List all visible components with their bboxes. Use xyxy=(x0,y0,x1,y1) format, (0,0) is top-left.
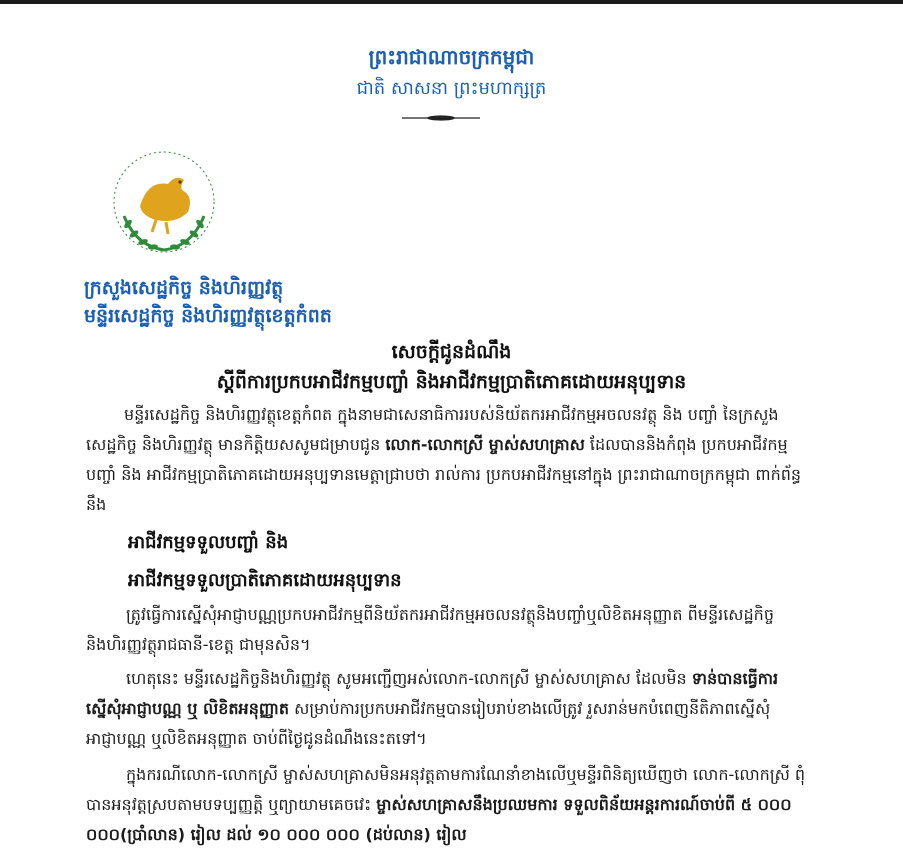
paragraph-intro-rest: ដែលបាននិងកំពុង ប្រកបអាជីវកម្មបញ្ចាំ និង អាជីវកម្មប្រាតិភោគដោយអនុប្បទានមេត្តាជ្រាបថា រាល់ការ ប្រកបអាជីវកម្មនៅក្នុង ព្រះរាជាណាចក្រកម្ពុជា ពាក់ព័ន្ធនឹង xyxy=(86,435,802,514)
top-border-line xyxy=(0,0,903,4)
addressee-bold: លោក-លោកស្រី ម្ចាស់សហគ្រាស xyxy=(385,435,585,454)
paragraph-intro-text: មន្ទីរសេដ្ឋកិច្ច និងហិរញ្ញវត្ថុខេត្តកំពត ក្នុងនាមជាសេនាធិការរបស់និយ័តករអាជីវកម្មអចលនវត្ថុ និង បញ្ចាំ នៃក្រសួងសេដ្ឋកិច្ច និងហិរញ្ញវត្ថុ មានកិត្តិយសសូមជម្រាបជូន xyxy=(86,405,779,454)
ornament-divider xyxy=(402,114,480,122)
kingdom-title: ព្រះរាជាណាចក្រកម្ពុជា xyxy=(368,45,535,69)
department-name: មន្ទីរសេដ្ឋកិច្ច និងហិរញ្ញវត្ថុខេត្តកំពត xyxy=(84,305,332,327)
notice-title: សេចក្ដីជូនដំណឹង xyxy=(391,341,512,363)
paragraph-penalty-text: ក្នុងករណីលោក-លោកស្រី ម្ចាស់សហគ្រាសមិនអនុវត្តតាមការណែនាំខាងលើឬមន្ទីរពិនិត្យឃើញថា លោក-លោកស្រី ពុំបានអនុវត្តស្របតាមបទប្បញ្ញត្តិ ឬព្យាយាមគេចវេះ xyxy=(86,765,806,814)
ministry-logo-emblem xyxy=(96,146,232,266)
paragraph-requirement: ត្រូវធ្វើការស្នើសុំអាជ្ញាបណ្ណប្រកបអាជីវកម្មពីនិយ័តករអាជីវកម្មអចលនវត្ថុនិងបញ្ចាំឬលិខិតអនុញ្ញាត ពីមន្ទីរសេដ្ឋកិច្ច និងហិរញ្ញវត្ថុរាជធានី-ខេត្ត ជាមុនសិន។ xyxy=(86,605,774,654)
paragraph-invitation xyxy=(86,664,813,754)
paragraph-penalty xyxy=(86,760,813,850)
business-heading-2: អាជីវកម្មទទួលប្រាតិភោគដោយអនុប្បទាន xyxy=(128,570,402,591)
business-heading-1: អាជីវកម្មទទួលបញ្ចាំ និង xyxy=(128,532,289,553)
national-motto: ជាតិ សាសនា ព្រះមហាក្សត្រ xyxy=(356,78,547,99)
paragraph-invitation-text: ហេតុនេះ មន្ទីរសេដ្ឋកិច្ចនិងហិរញ្ញវត្ថុ សូមអញ្ជើញអស់លោក-លោកស្រី ម្ចាស់សហគ្រាស ដែលមិន xyxy=(126,669,687,688)
ministry-name: ក្រសួងសេដ្ឋកិច្ច និងហិរញ្ញវត្ថុ xyxy=(84,277,284,299)
penalty-phrase-bold: ម្ចាស់សហគ្រាសនឹងប្រឈមការ ទទួលពិន័យអន្តរការណ៍ចាប់ពី ៥ ០០០ ០០០(ប្រាំលាន) រៀល ដល់ ១០ ០០០ ០០០ (ដប់លាន) រៀល xyxy=(86,795,792,844)
paragraph-intro xyxy=(86,400,813,520)
notice-subtitle: ស្ដីពីការប្រកបអាជីវកម្មបញ្ចាំ និងអាជីវកម្មប្រាតិភោគដោយអនុប្បទាន xyxy=(216,371,687,393)
paragraph-invitation-rest: សម្រាប់ការប្រកបអាជីវកម្មបានរៀបរាប់ខាងលើត្រូវ រួសរាន់មកបំពេញនីតិភាពស្នើសុំ អាជ្ញាបណ្ណ ឬលិខិតអនុញ្ញាត ចាប់ពីថ្ងៃជូនដំណឹងនេះតទៅ។ xyxy=(86,699,771,748)
license-phrase-bold: ទាន់បានធ្វើការស្នើសុំអាជ្ញាបណ្ណ ឬ លិខិតអនុញ្ញាត xyxy=(86,669,779,718)
